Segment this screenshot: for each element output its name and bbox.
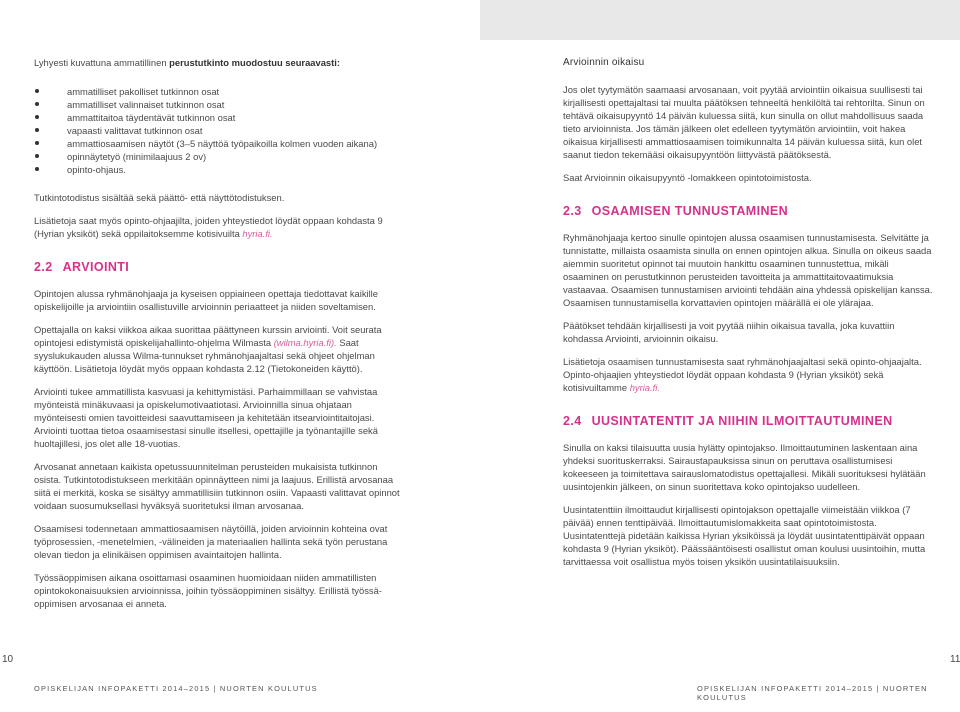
list-item: opinnäytetyö (minimilaajuus 2 ov) — [34, 150, 406, 163]
bullet-icon — [35, 141, 39, 145]
section-number: 2.3 — [563, 204, 582, 218]
bullet-icon — [35, 115, 39, 119]
list-item: ammattitaitoa täydentävät tutkinnon osat — [34, 111, 406, 124]
subheading-arvioinnin-oikaisu: Arvioinnin oikaisu — [563, 57, 645, 68]
paragraph: Saat Arvioinnin oikaisupyyntö -lomakkeen opintotoimistosta. — [563, 172, 812, 183]
list-item: ammattiosaamisen näytöt (3–5 näyttöä työpaikoilla kolmen vuoden aikana) — [34, 137, 406, 150]
paragraph: Sinulla on kaksi tilaisuutta uusia hylätty opintojakso. Ilmoittautuminen laskentaan aina yhdeksi suorituskerraksi. Sairaustapauksissa sinun on peruttava osallistumisesi kokeeseen ja toimitettava sairauslomatodistus opettajallesi. Mikäli suorituksesi hylätään uusintojenkin jälkeen, on sinun suoritettava koko opintojakso uudelleen. — [563, 442, 926, 492]
bullet-icon — [35, 102, 39, 106]
intro-bold: perustutkinto muodostuu seuraavasti: — [169, 57, 340, 68]
certificate-paragraph: Tutkintotodistus sisältää sekä päättö- että näyttötodistuksen. — [34, 192, 285, 203]
section-heading-arviointi — [34, 260, 406, 275]
section-number: 2.2 — [34, 260, 53, 274]
intro-text: Lyhyesti kuvattuna ammatillinen perustutkinto muodostuu seuraavasti: — [34, 57, 340, 68]
paragraph: Arviointi tukee ammatillista kasvuasi ja kehittymistäsi. Parhaimmillaan se vahvistaa myönteistä minäkuvaasi ja opiskelumotivaatiotasi. Arvioinnilla sinua ohjataan myönteisesti omien tavoitteidesi saavuttamiseen ja kehitetään itsearviointitaitojasi. Arviointi tuottaa tietoa osaamisestasi sinulle itsellesi, opettajille ja työnantajille sekä huoltajillesi, jos olet alle 18-vuotias. — [34, 386, 378, 449]
paragraph: Opettajalla on kaksi viikkoa aikaa suorittaa päättyneen kurssin arviointi. Voit seurata opintojesi edistymistä opiskelijahallinto-ohjelma Wilmasta (wilma.hyria.fi). Saat syyslukukauden alussa Wilma-tunnukset ryhmänohjaajaltasi sekä ohjeet ohjelman käyttöön. Lisätietoja löydät myös oppaan kohdasta 2.12 (Tietokoneiden käyttö). — [34, 324, 382, 374]
section-title: OSAAMISEN TUNNUSTAMINEN — [591, 204, 789, 218]
section-title: ARVIOINTI — [62, 260, 130, 274]
paragraph: Päätökset tehdään kirjallisesti ja voit pyytää niihin oikaisua tavalla, joka kuvattiin kohdassa Arviointi, arvioinnin oikaisu. — [563, 320, 895, 344]
bullet-icon — [35, 89, 39, 93]
degree-components-list — [34, 85, 406, 176]
section-title: UUSINTATENTIT JA NIIHIN ILMOITTAUTUMINEN — [591, 414, 893, 428]
top-strip — [480, 0, 960, 40]
paragraph: Uusintatenttiin ilmoittaudut kirjallisesti opintojakson opettajalle viimeistään viikkoa (7 päivää) ennen tenttipäivää. Ilmoittautumislomakkeita saat opintotoimistosta. Uusintatenttejä pidetään kaikissa Hyrian yksiköissä ja löydät uusintatenttipäivät oppaan kohdasta 9 (Hyrian yksiköt). Päässääntöisesti osallistut oman koulusi uusintoihin, mutta tarvittaessa voit osallistua myös toisen yksikön uusintatilaisuuksiin. — [563, 504, 926, 567]
paragraph: Opintojen alussa ryhmänohjaaja ja kyseisen oppiaineen opettaja tiedottavat kaikille opiskelijoille ja arviointiin osallistuville arvioinnin periaatteet ja niiden soveltamisen. — [34, 288, 378, 312]
right-page-content — [563, 56, 935, 578]
footer-right: OPISKELIJAN INFOPAKETTI 2014–2015 | NUORTEN KOULUTUS — [697, 684, 928, 702]
section-heading-uusintatentit — [563, 414, 935, 429]
paragraph: Arvosanat annetaan kaikista opetussuunnitelman perusteiden mukaisista tutkinnon osista. Tutkintotodistukseen merkitään opinnäytteen nimi ja laajuus. Erillistä arvosanaa siitä ei merkitä, koska se sisältyy ammatillisiin tutkinnon osiin. Vapaasti valittavat opinnot voidaan suosumuksellasi hyväksyä suoritetuksi ilman arvosanaa. — [34, 461, 400, 511]
paragraph: Lisätietoja osaamisen tunnustamisesta saat ryhmänohjaajaltasi sekä opinto-ohjaajalta. Opinto-ohjaajien yhteystiedot löydät oppaan kohdasta 9 (Hyrian yksiköt) sekä kotisivuiltamme hyria.fi. — [563, 356, 922, 393]
list-item: vapaasti valittavat tutkinnon osat — [34, 124, 406, 137]
paragraph: Osaamisesi todennetaan ammattiosaamisen näytöillä, joiden arvioinnin kohteina ovat työprosessien, -menetelmien, -välineiden ja materiaalien hallinta sekä työn perustana olevan tiedon ja elinikäisen oppimisen avaintaitojen hallinta. — [34, 523, 388, 560]
info-paragraph: Lisätietoja saat myös opinto-ohjaajilta, joiden yhteystiedot löydät oppaan kohdasta 9 (Hyrian yksiköt) sekä oppilaitoksemme kotisivuilta hyria.fi. — [34, 215, 383, 239]
hyria-link[interactable]: hyria.fi. — [242, 228, 273, 239]
page-number-left: 10 — [2, 654, 14, 665]
left-page-content — [34, 56, 406, 620]
bullet-icon — [35, 154, 39, 158]
bullet-icon — [35, 128, 39, 132]
page-number-right: 11 — [950, 654, 960, 665]
paragraph: Jos olet tyytymätön saamaasi arvosanaan, voit pyytää arviointiin oikaisua suullisesti tai kirjallisesti opettajaltasi tai muulta päätöksen tehneeltä henkilöltä tai rehtorilta. Sinun on tehtävä oikaisupyyntö 14 päivän kuluessa siitä, kun sinulla on ollut mahdollisuus saada tieto arvioinnista. Jos tämän jälkeen olet edelleen tyytymätön arviointiin, voit hakea oikaisua kirjallisesti ammattiosaamisen toimikunnalta 14 päivän kuluessa siitä, kun olet saanut tiedon tekemääsi oikaisupyyntöön liittyvästä päätöksestä. — [563, 84, 925, 160]
paragraph: Työssäoppimisen aikana osoittamasi osaaminen huomioidaan niiden ammatillisten opintokokonaisuuksien arvioinnissa, joihin työssäoppiminen sisältyy. Erillistä työssä-oppimisen arvosanaa ei anneta. — [34, 572, 382, 609]
section-heading-osaamisen-tunnustaminen — [563, 204, 935, 219]
bullet-icon — [35, 167, 39, 171]
footer-left: OPISKELIJAN INFOPAKETTI 2014–2015 | NUORTEN KOULUTUS — [34, 684, 318, 693]
paragraph: Ryhmänohjaaja kertoo sinulle opintojen alussa osaamisen tunnustamisesta. Selvitätte ja tunnistatte, millaista osaamista sinulla on ennen opintojen alkua. Sinulla on oikeus saada aiemmin suoritetut opinnot tai muutoin hankittu osaaminen tunnustettua, mikäli osaaminen on perustutkinnon perusteiden tavoitteita ja ammattitaitovaatimuksia vastaavaa. Osaamisen tunnustamisen arviointi tehdään aina yhdessä opiskelijan kanssa. Osaamisen tunnustamisella korvattavien opintojen määrällä ei ole ylärajaa. — [563, 232, 933, 308]
list-item: ammatilliset pakolliset tutkinnon osat — [34, 85, 406, 98]
wilma-link[interactable]: (wilma.hyria.fi). — [273, 337, 337, 348]
hyria-link[interactable]: hyria.fi. — [629, 382, 660, 393]
section-number: 2.4 — [563, 414, 582, 428]
list-item: ammatilliset valinnaiset tutkinnon osat — [34, 98, 406, 111]
list-item: opinto-ohjaus. — [34, 163, 406, 176]
